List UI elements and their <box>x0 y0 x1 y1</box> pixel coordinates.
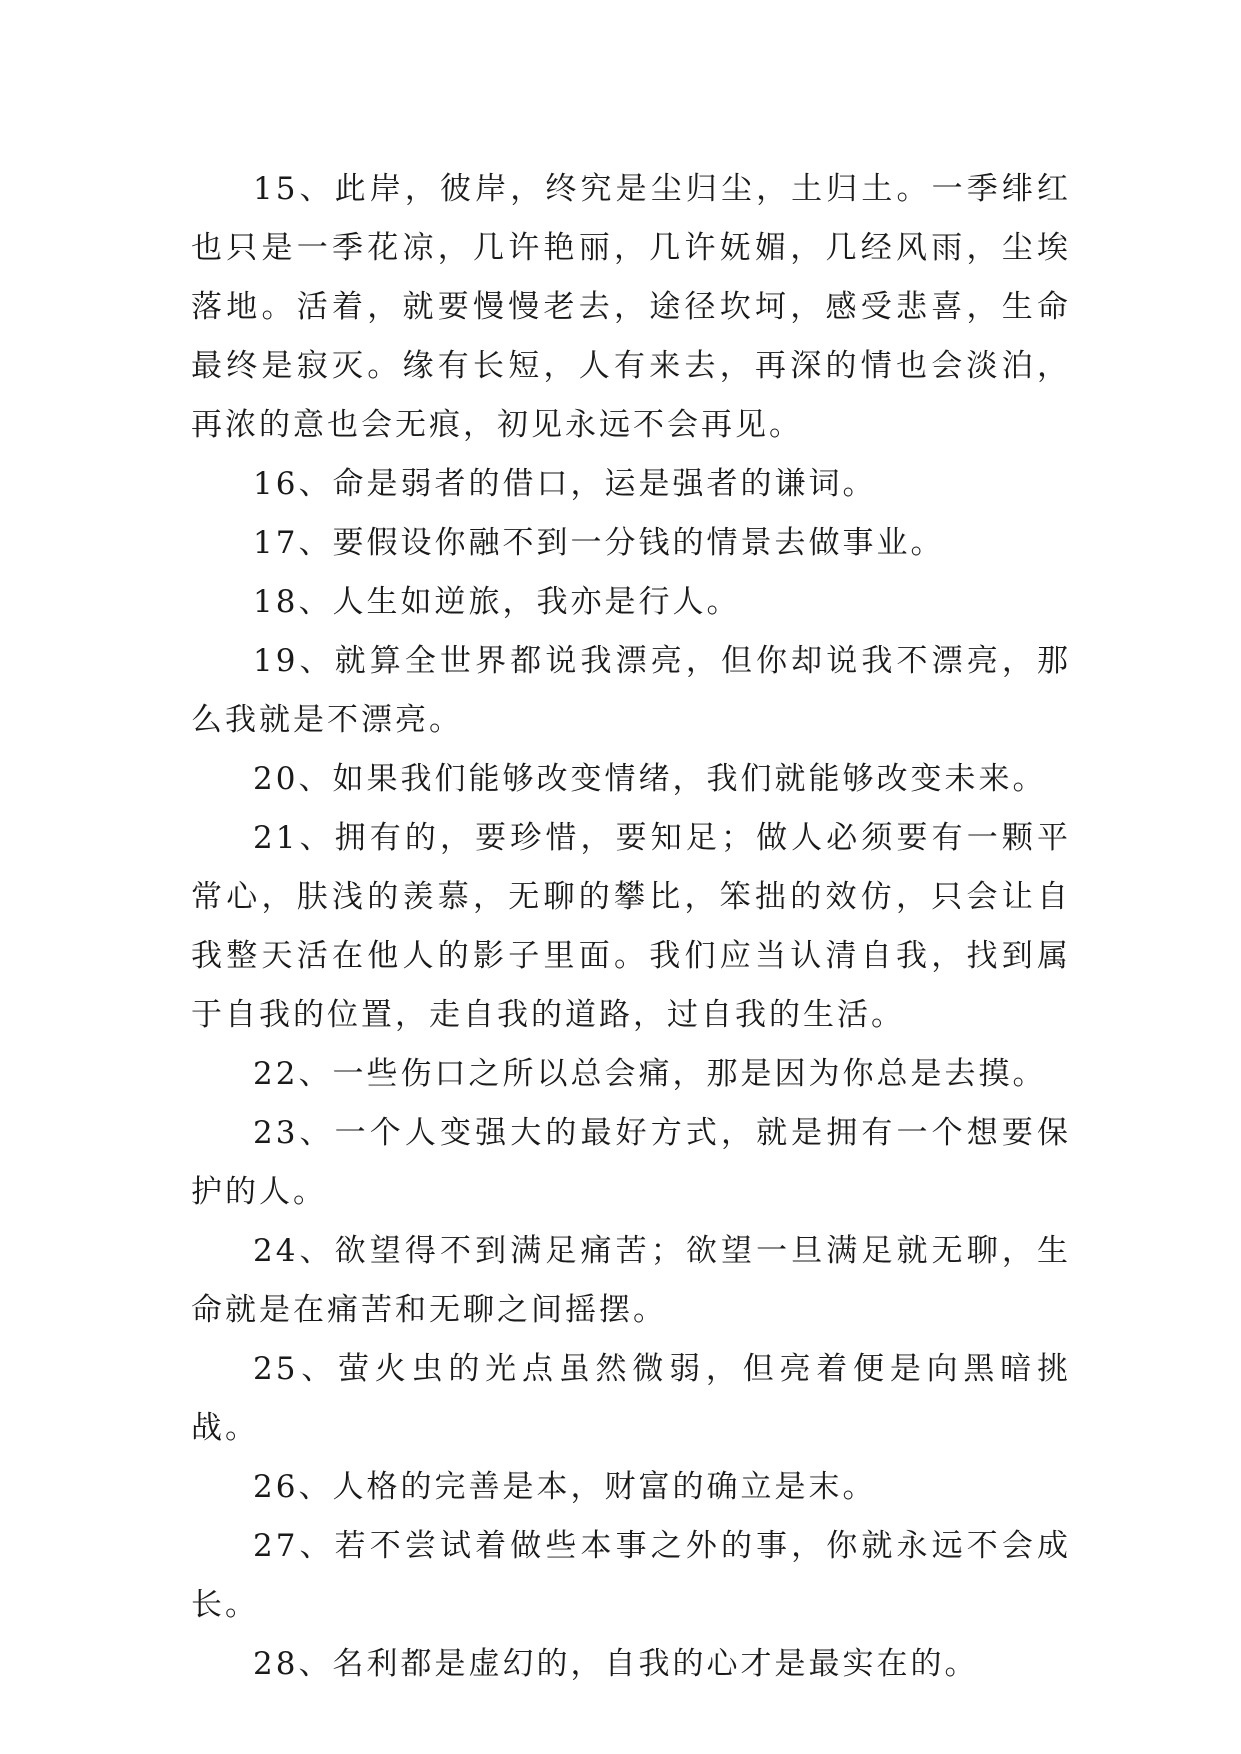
paragraph-26: 26、人格的完善是本，财富的确立是末。 <box>253 1469 877 1505</box>
document-body <box>191 160 1071 1694</box>
paragraph-28: 28、名利都是虚幻的，自我的心才是最实在的。 <box>253 1646 979 1682</box>
paragraph-21: 21、拥有的，要珍惜，要知足；做人必须要有一颗平常心，肤浅的羡慕，无聊的攀比，笨拙的效仿，只会让自我整天活在他人的影子里面。我们应当认清自我，找到属于自我的位置，走自我的道路，过自我的生活。 <box>191 820 1071 1033</box>
paragraph-15: 15、此岸，彼岸，终究是尘归尘，土归土。一季绯红也只是一季花凉，几许艳丽，几许妩媚，几经风雨，尘埃落地。活着，就要慢慢老去，途径坎坷，感受悲喜，生命最终是寂灭。缘有长短，人有来去，再深的情也会淡泊，再浓的意也会无痕，初见永远不会再见。 <box>191 171 1071 443</box>
paragraph-16: 16、命是弱者的借口，运是强者的谦词。 <box>253 466 877 502</box>
paragraph-24: 24、欲望得不到满足痛苦；欲望一旦满足就无聊，生命就是在痛苦和无聊之间摇摆。 <box>191 1233 1071 1328</box>
paragraph-18: 18、人生如逆旅，我亦是行人。 <box>253 584 741 620</box>
paragraph-23: 23、一个人变强大的最好方式，就是拥有一个想要保护的人。 <box>191 1115 1071 1210</box>
paragraph-27: 27、若不尝试着做些本事之外的事，你就永远不会成长。 <box>191 1528 1071 1623</box>
paragraph-19: 19、就算全世界都说我漂亮，但你却说我不漂亮，那么我就是不漂亮。 <box>191 643 1071 738</box>
paragraph-20: 20、如果我们能够改变情绪，我们就能够改变未来。 <box>253 761 1047 797</box>
paragraph-25: 25、萤火虫的光点虽然微弱，但亮着便是向黑暗挑战。 <box>191 1351 1071 1446</box>
paragraph-22: 22、一些伤口之所以总会痛，那是因为你总是去摸。 <box>253 1056 1047 1092</box>
paragraph-17: 17、要假设你融不到一分钱的情景去做事业。 <box>253 525 945 561</box>
